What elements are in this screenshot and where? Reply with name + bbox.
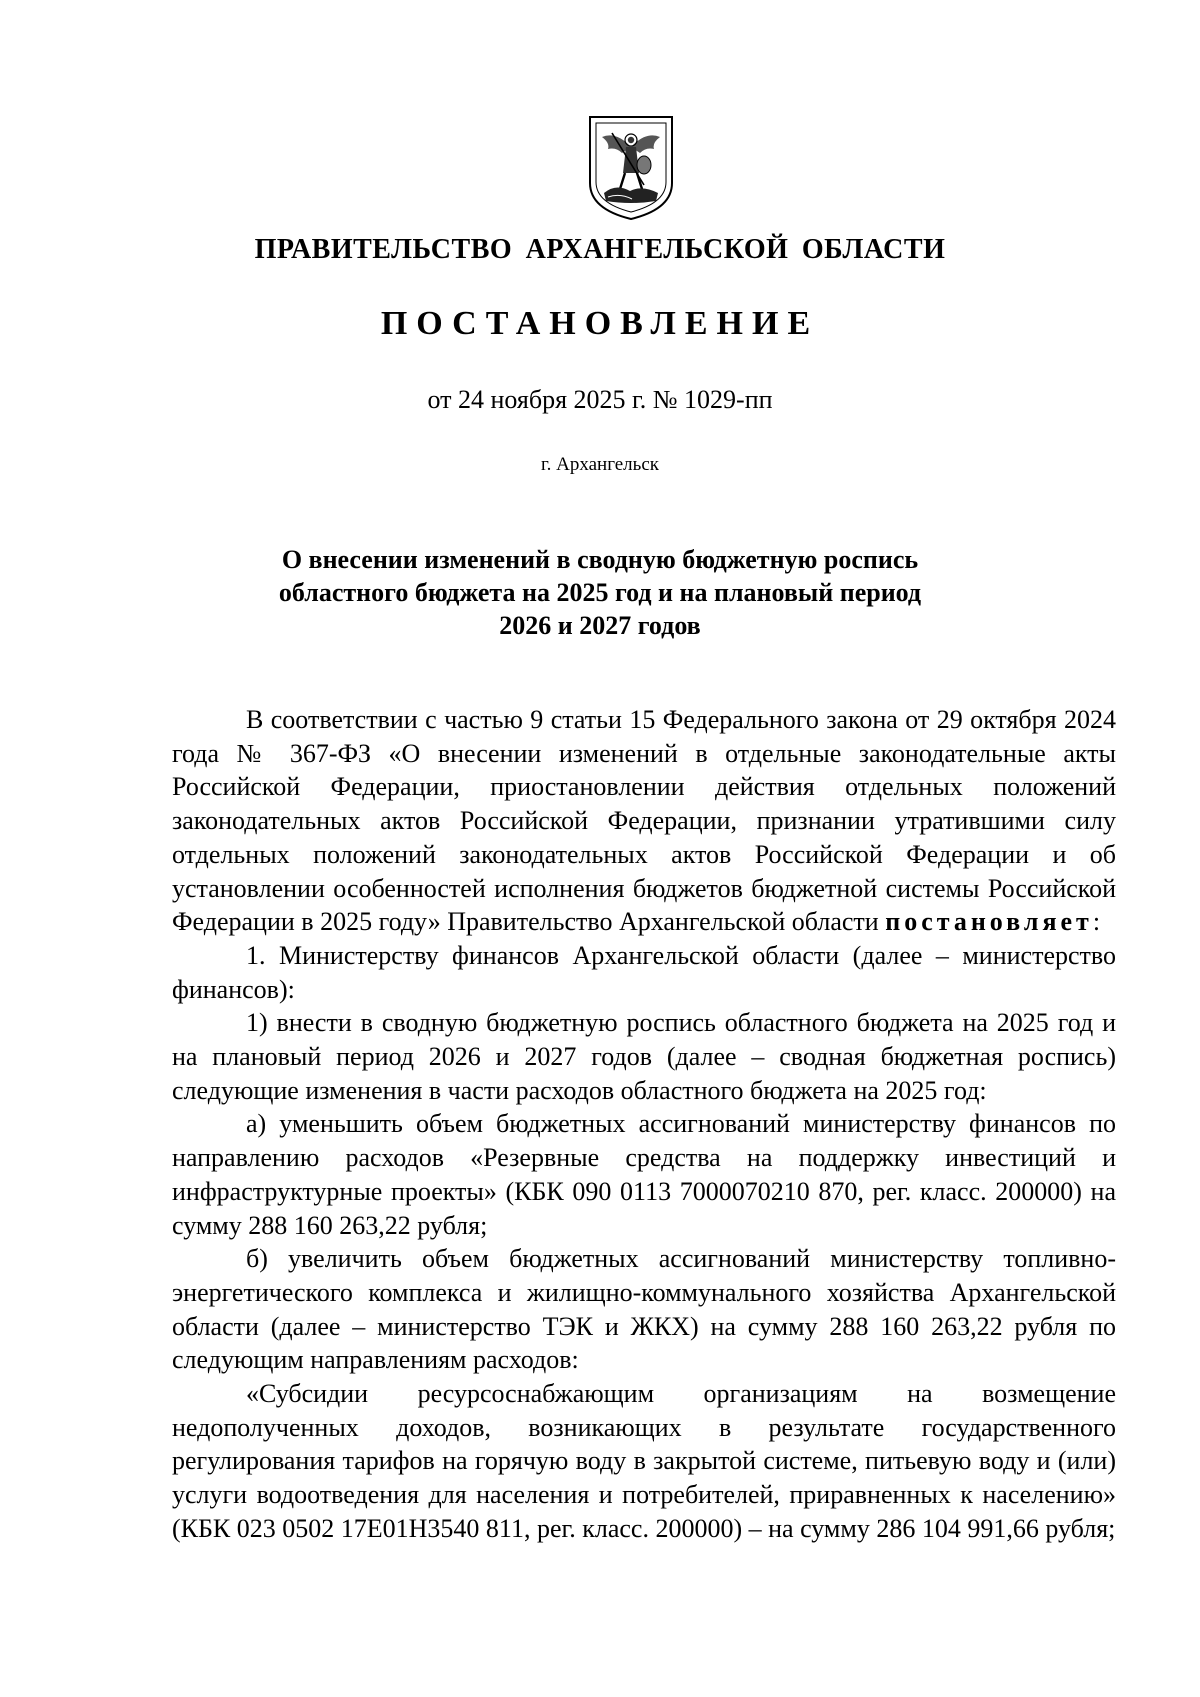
subject-line-2: областного бюджета на 2025 год и на плановый период (278, 578, 922, 607)
paragraph-item-1-1: 1) внести в сводную бюджетную роспись областного бюджета на 2025 год и на плановый период 2026 и 2027 годов (далее – сводная бюджетная роспись) следующие изменения в части расходов областного бюджета на 2025 год: (172, 1008, 1116, 1105)
decree-colon: : (1092, 907, 1101, 937)
coat-of-arms-icon (586, 113, 676, 223)
paragraph-item-b: б) увеличить объем бюджетных ассигнований министерству топливно-энергетического комплекса и жилищно-коммунального хозяйства Архангельской области (далее – министерство ТЭК и ЖКХ) на сумму 288 160 263,22 рубля по следующим направлениям расходов: (172, 1244, 1116, 1375)
paragraph-item-b-sub: «Субсидии ресурсоснабжающим организациям на возмещение недополученных доходов, возникающих в результате государственного регулирования тарифов на горячую воду в закрытой системе, питьевую воду и (или) услуги водоотведения для населения и потребителей, приравненных к населению» (КБК 023 0502 17Е01Н3540 811, рег. класс. 200000) – на сумму 286 104 991,66 рубля; (172, 1379, 1116, 1543)
preamble-text: В соответствии с частью 9 статьи 15 Федерального закона от 29 октября 2024 года № 367-ФЗ «О внесении изменений в отдельные законодательные акты Российской Федерации, приостановлении действия отдельных положений законодательных актов Российской Федерации, признании утратившими силу отдельных положений законодательных актов Российской Федерации и об установлении особенностей исполнения бюджетов бюджетной системы Российской Федерации в 2025 году» Правительство Архангельской области (172, 705, 1116, 937)
document-date-number: от 24 ноября 2025 г. № 1029-пп (427, 385, 773, 414)
preamble-paragraph (172, 703, 1116, 939)
organization-name: ПРАВИТЕЛЬСТВО АРХАНГЕЛЬСКОЙ ОБЛАСТИ (254, 234, 946, 265)
subject-line-1: О внесении изменений в сводную бюджетную роспись (281, 545, 919, 574)
document-city: г. Архангельск (540, 454, 659, 475)
paragraph-item-a: а) уменьшить объем бюджетных ассигнований министерству финансов по направлению расходов «Резервные средства на поддержку инвестиций и инфраструктурные проекты» (КБК 090 0113 7000070210 870, рег. класс. 200000) на сумму 288 160 263,22 рубля; (172, 1109, 1116, 1240)
document-body (172, 703, 1116, 1546)
decree-word: постановляет (885, 907, 1093, 937)
paragraph-item-1: 1. Министерству финансов Архангельской области (далее – министерство финансов): (172, 940, 1116, 1004)
subject-line-3: 2026 и 2027 годов (499, 611, 701, 640)
document-subject (0, 543, 1200, 642)
document-type: ПОСТАНОВЛЕНИЕ (380, 305, 820, 342)
